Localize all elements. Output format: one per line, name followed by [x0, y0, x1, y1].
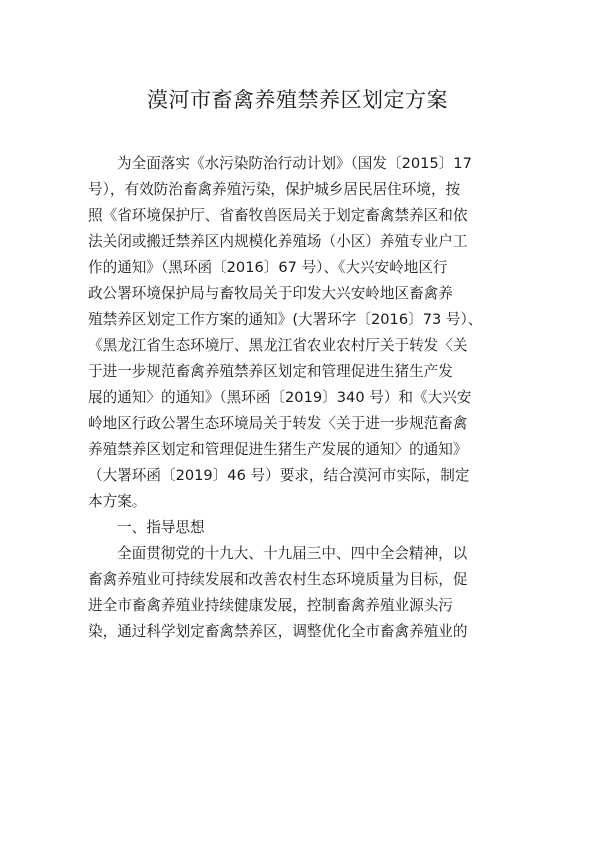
- paragraph-line: 全面贯彻党的十九大、十九届三中、四中全会精神，以: [117, 545, 468, 562]
- paragraph-line: 本方案。: [88, 493, 147, 510]
- paragraph-line: 殖禁养区划定工作方案的通知》(大署环字〔2016〕73 号）、: [88, 311, 483, 328]
- paragraph-line: （大署环函〔2019〕46 号）要求，结合漠河市实际，制定: [88, 467, 470, 484]
- paragraph-line: 照《省环境保护厅、省畜牧兽医局关于划定畜禽禁养区和依: [88, 207, 468, 224]
- document-body: [88, 151, 514, 645]
- paragraph-line: 法关闭或搬迁禁养区内规模化养殖场（小区）养殖专业户工: [88, 233, 468, 250]
- paragraph-line: 号），有效防治畜禽养殖污染，保护城乡居民居住环境，按: [88, 181, 461, 198]
- paragraph-line: 岭地区行政公署生态环境局关于转发〈关于进一步规范畜禽: [88, 415, 468, 432]
- paragraph-line: 染，通过科学划定畜禽禁养区，调整优化全市畜禽养殖业的: [88, 623, 468, 640]
- paragraph-line: 为全面落实《水污染防治行动计划》（国发〔2015〕17: [117, 155, 472, 172]
- paragraph-line: 养殖禁养区划定和管理促进生猪生产发展的通知〉的通知》: [88, 441, 468, 458]
- document-title: 漠河市畜禽养殖禁养区划定方案: [147, 88, 448, 112]
- paragraph-line: 《黑龙江省生态环境厅、黑龙江省农业农村厅关于转发〈关: [88, 337, 468, 354]
- section-heading: 一、指导思想: [117, 519, 205, 536]
- paragraph-line: 政公署环境保护局与畜牧局关于印发大兴安岭地区畜禽养: [88, 285, 453, 302]
- paragraph-line: 畜禽养殖业可持续发展和改善农村生态环境质量为目标，促: [88, 571, 468, 588]
- paragraph-line: 进全市畜禽养殖业持续健康发展，控制畜禽养殖业源头污: [88, 597, 453, 614]
- paragraph-line: 作的通知》（黑环函〔2016〕67 号）、《大兴安岭地区行: [88, 259, 448, 276]
- paragraph-line: 于进一步规范畜禽养殖禁养区划定和管理促进生猪生产发: [88, 363, 453, 380]
- paragraph-line: 展的通知〉的通知》（黑环函〔2019〕340 号）和《大兴安: [88, 389, 472, 406]
